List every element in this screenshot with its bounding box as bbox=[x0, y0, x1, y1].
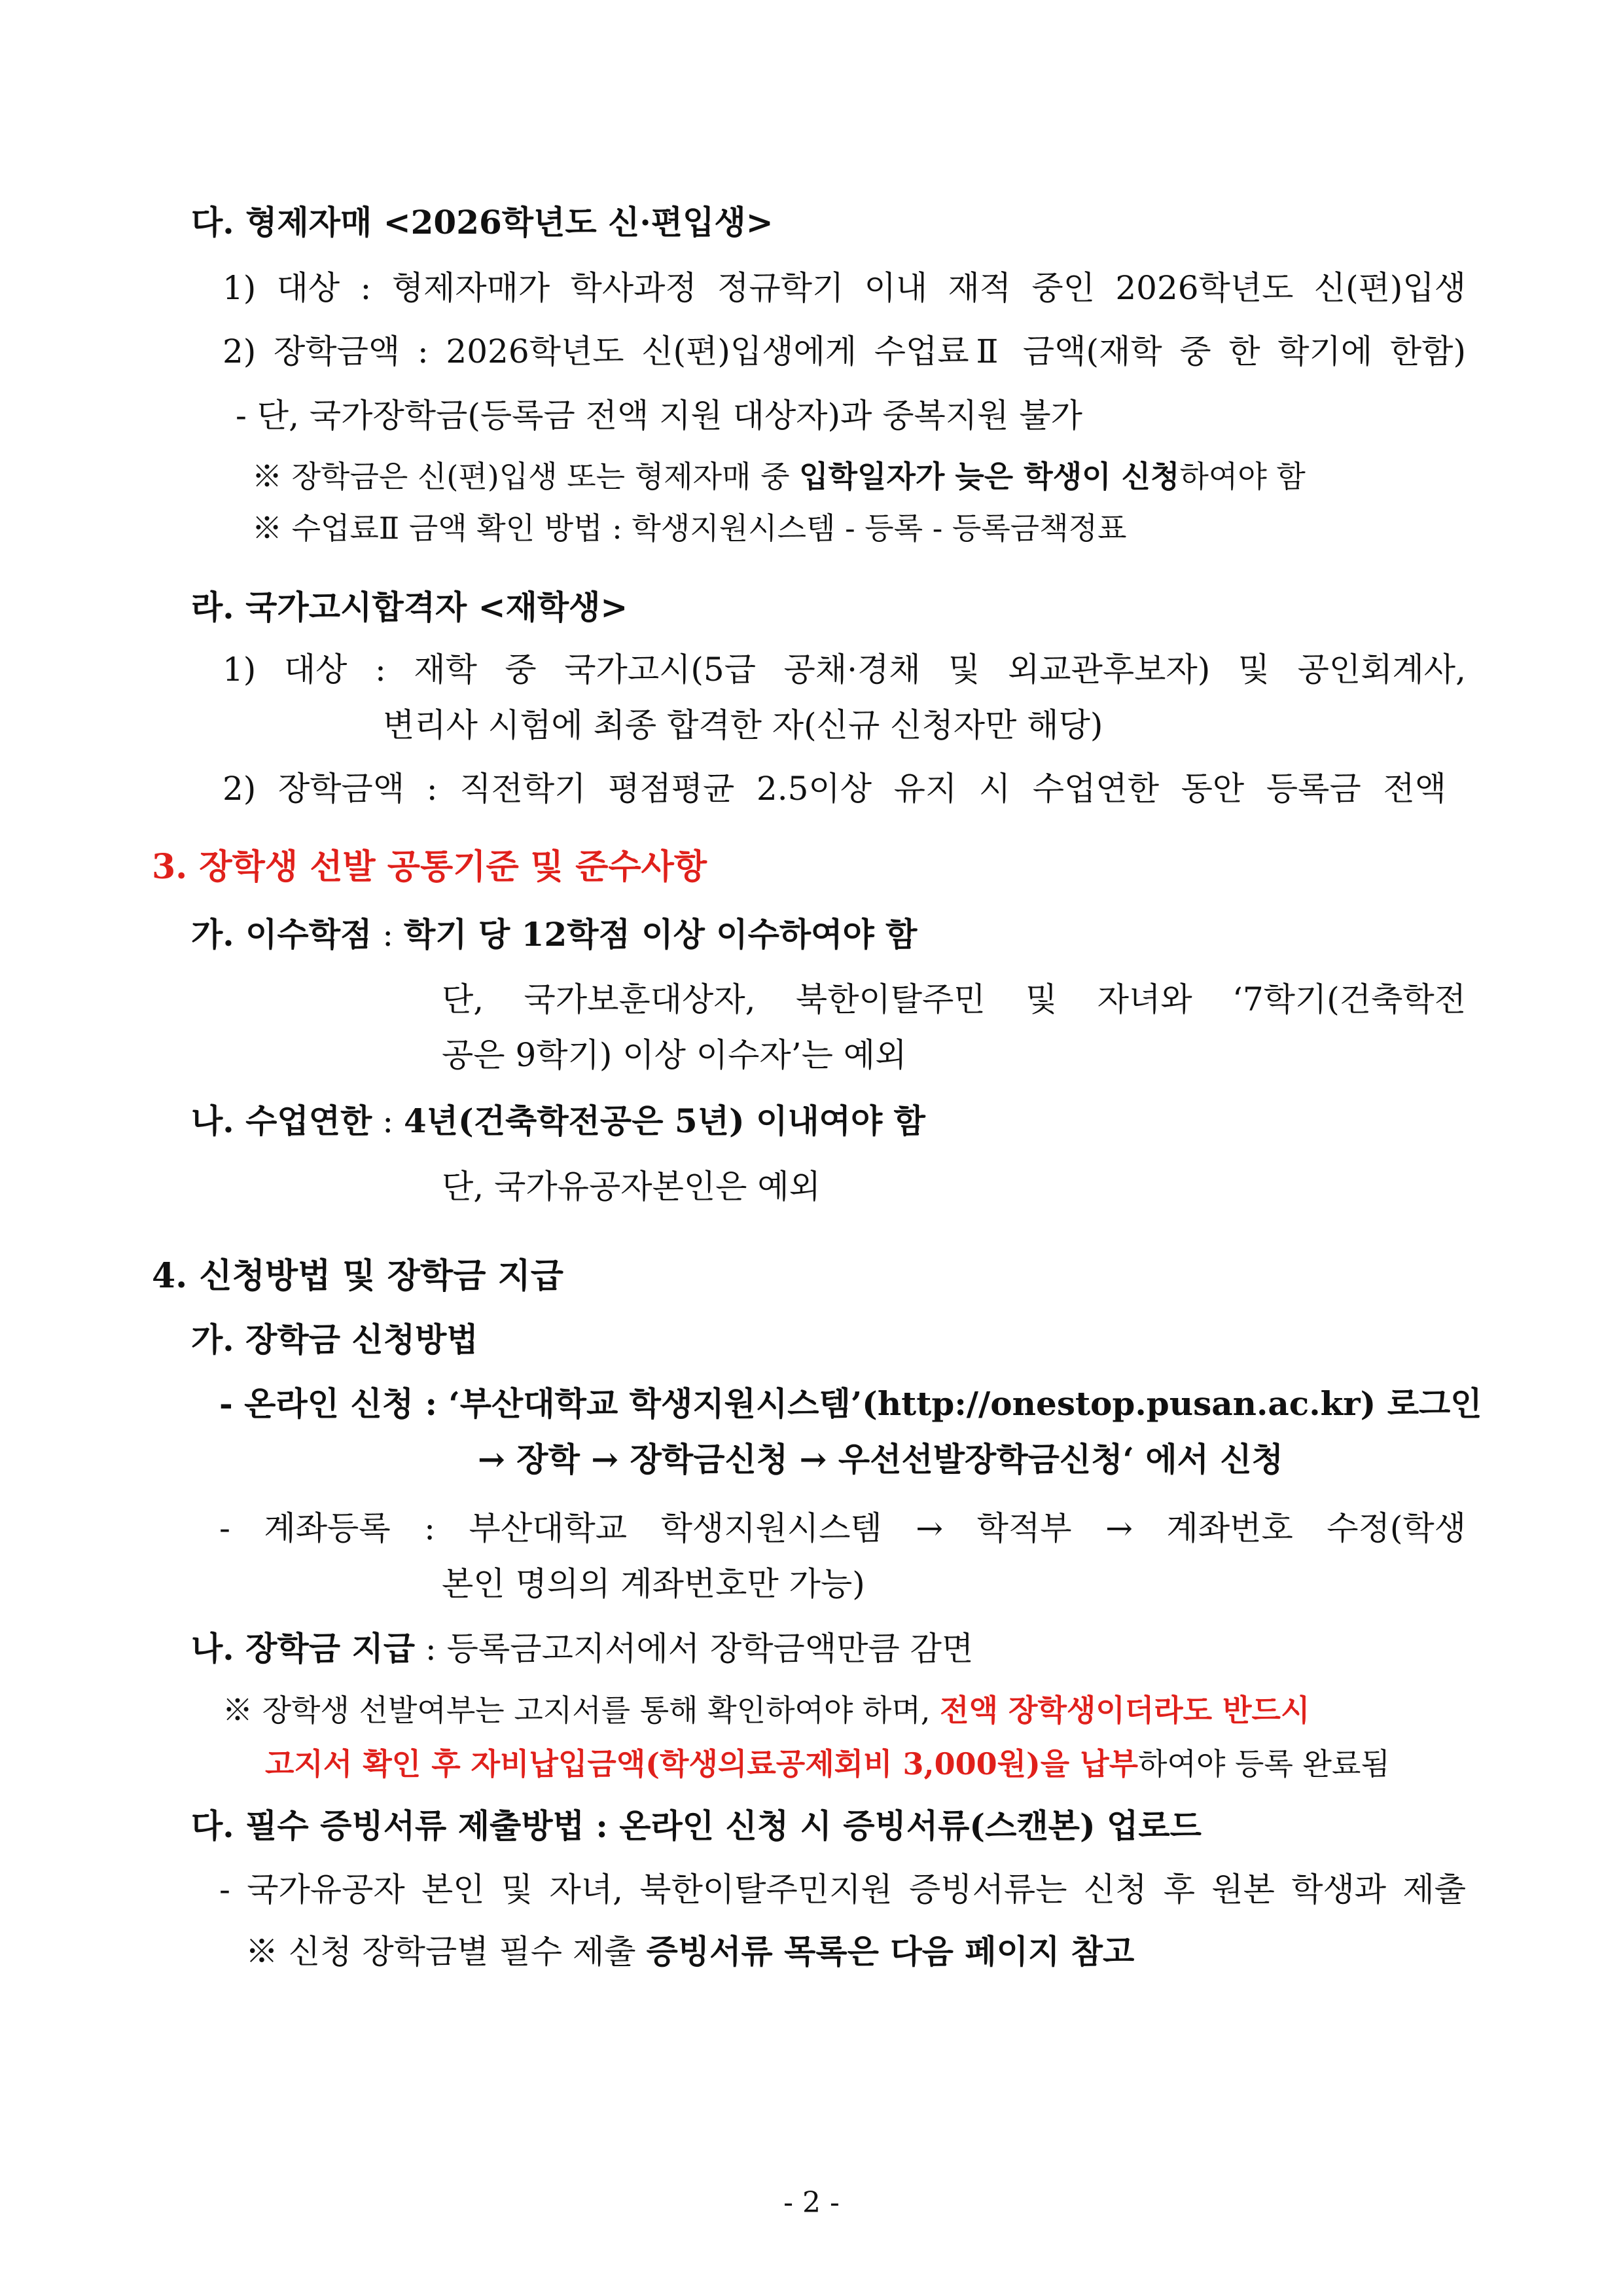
note-1-emphasis: 입학일자가 늦은 학생이 신청 bbox=[799, 459, 1180, 494]
note-1-tail: 하여야 함 bbox=[1179, 459, 1306, 494]
payment-desc: : 등록금고지서에서 장학금액만큼 감면 bbox=[415, 1630, 974, 1668]
notice-line-2 bbox=[265, 1741, 1390, 1787]
online-apply-line-1: - 온라인 신청 : ‘부산대학교 학생지원시스템’(http://onestop.pusan.ac.kr) 로그인 bbox=[219, 1384, 1482, 1423]
da-note-emphasis: 증빙서류 목록은 다음 페이지 참고 bbox=[646, 1932, 1135, 1971]
section-ra-item-1: 1) 대상 : 재학 중 국가고시(5급 공채·경채 및 외교관후보자) 및 공인회계사, bbox=[223, 651, 1466, 689]
page-number: - 2 - bbox=[783, 2186, 840, 2219]
section-3-ga-note-1: 단, 국가보훈대상자, 북한이탈주민 및 자녀와 ‘7학기(건축학전 bbox=[442, 980, 1466, 1018]
notice-2-tail: 하여야 등록 완료됨 bbox=[1138, 1746, 1390, 1782]
account-line-1: - 계좌등록 : 부산대학교 학생지원시스템 → 학적부 → 계좌번호 수정(학생 bbox=[219, 1509, 1466, 1547]
notice-1-text: ※ 장학생 선발여부는 고지서를 통해 확인하여야 하며, bbox=[223, 1693, 940, 1728]
online-apply-line-2: → 장학 → 장학금신청 → 우선선발장학금신청‘ 에서 신청 bbox=[478, 1440, 1283, 1479]
section-da-item-3: - 단, 국가장학금(등록금 전액 지원 대상자)과 중복지원 불가 bbox=[236, 397, 1082, 435]
section-4-ga-title: 가. 장학금 신청방법 bbox=[191, 1320, 478, 1359]
section-3-ga-row bbox=[191, 912, 917, 958]
credits-colon: : bbox=[372, 916, 404, 954]
notice-2-emphasis: 고지서 확인 후 자비납입금액(학생의료공제회비 3,000원)을 납부 bbox=[265, 1746, 1139, 1782]
notice-line-1 bbox=[223, 1687, 1310, 1733]
da-note-text: ※ 신청 장학금별 필수 제출 bbox=[245, 1933, 647, 1971]
credits-value: 학기 당 12학점 이상 이수하여야 함 bbox=[403, 915, 918, 954]
section-3-ga-note-2: 공은 9학기) 이상 이수자’는 예외 bbox=[442, 1036, 907, 1074]
section-4-title: 4. 신청방법 및 장학금 지급 bbox=[152, 1256, 564, 1296]
section-4-da-note bbox=[245, 1929, 1134, 1975]
section-da-item-1: 1) 대상 : 형제자매가 학사과정 정규학기 이내 재적 중인 2026학년도 신(편)입생 bbox=[223, 269, 1466, 307]
section-ra-item-1-cont: 변리사 시험에 최종 합격한 자(신규 신청자만 해당) bbox=[383, 706, 1103, 744]
section-da-title: 다. 형제자매 <2026학년도 신·편입생> bbox=[191, 203, 774, 242]
section-3-title: 3. 장학생 선발 공통기준 및 준수사항 bbox=[152, 847, 707, 887]
section-4-na-row bbox=[191, 1626, 973, 1672]
section-ra-item-2: 2) 장학금액 : 직전학기 평점평균 2.5이상 유지 시 수업연한 동안 등록금 전액 bbox=[223, 770, 1446, 808]
section-ra-title: 라. 국가고시합격자 <재학생> bbox=[191, 588, 628, 626]
section-4-da-item: - 국가유공자 본인 및 자녀, 북한이탈주민지원 증빙서류는 신청 후 원본 학생과 제출 bbox=[219, 1871, 1467, 1909]
section-da-note-2: ※ 수업료Ⅱ 금액 확인 방법 : 학생지원시스템 - 등록 - 등록금책정표 bbox=[252, 511, 1127, 546]
section-da-note-1 bbox=[252, 454, 1306, 499]
account-line-2: 본인 명의의 계좌번호만 가능) bbox=[442, 1565, 865, 1603]
section-3-na-note: 단, 국가유공자본인은 예외 bbox=[442, 1168, 821, 1206]
section-da-item-2: 2) 장학금액 : 2026학년도 신(편)입생에게 수업료Ⅱ 금액(재학 중 한 학기에 한함) bbox=[223, 332, 1466, 370]
term-value: 4년(건축학전공은 5년) 이내여야 함 bbox=[403, 1102, 925, 1140]
term-label: 나. 수업연한 bbox=[191, 1102, 372, 1140]
credits-label: 가. 이수학점 bbox=[191, 915, 372, 954]
section-3-na-row bbox=[191, 1098, 925, 1144]
term-colon: : bbox=[372, 1102, 404, 1140]
payment-label: 나. 장학금 지급 bbox=[191, 1629, 416, 1668]
note-1-text: ※ 장학금은 신(편)입생 또는 형제자매 중 bbox=[252, 459, 800, 494]
notice-1-emphasis: 전액 장학생이더라도 반드시 bbox=[940, 1693, 1310, 1728]
section-4-da-title: 다. 필수 증빙서류 제출방법 : 온라인 신청 시 증빙서류(스캔본) 업로드 bbox=[191, 1806, 1202, 1845]
